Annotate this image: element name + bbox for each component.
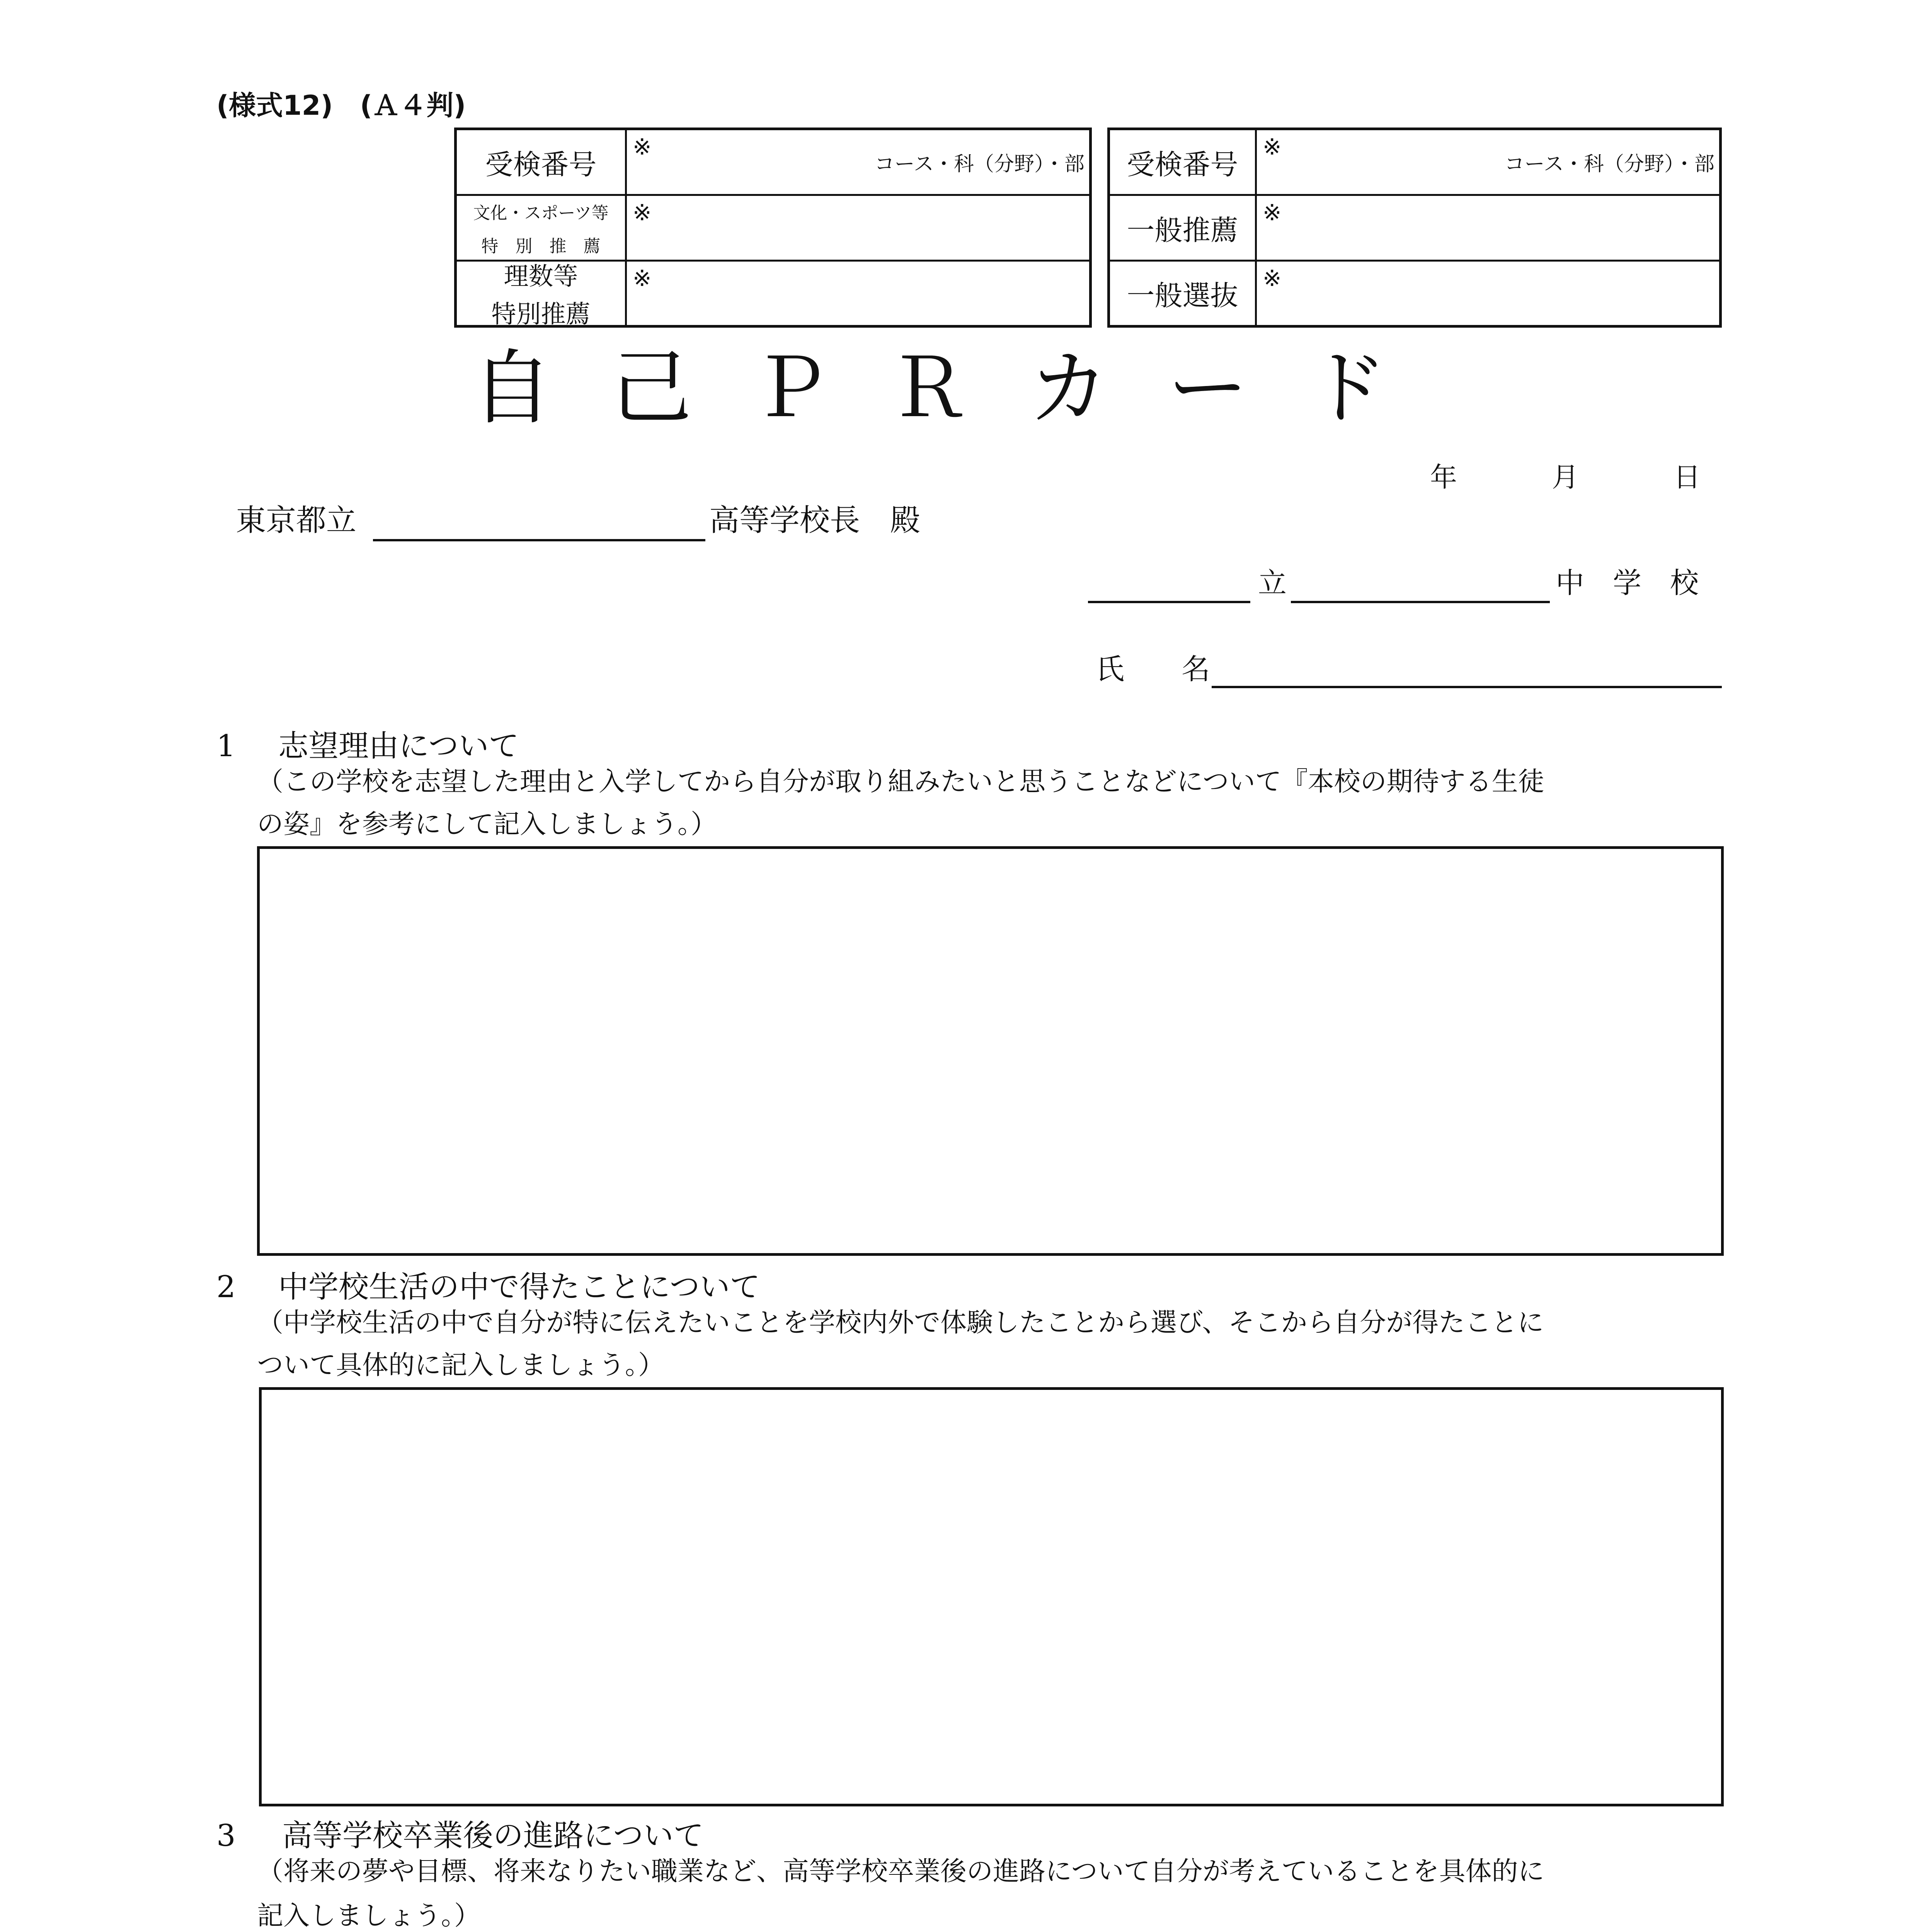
high-school-name-line[interactable] (373, 539, 705, 541)
exam-table-right (1107, 128, 1722, 328)
section-2-answer-box[interactable] (259, 1387, 1724, 1806)
section-3-heading: 高等学校卒業後の進路について (282, 1818, 704, 1853)
exam-number-label: 受検番号 (485, 148, 597, 181)
section-2-desc-2: ついて具体的に記入しましょう。） (257, 1350, 665, 1381)
reference-mark: ※ (633, 199, 652, 226)
reference-mark: ※ (1263, 199, 1282, 226)
section-1-number: 1 (216, 729, 236, 764)
science-label-1: 理数等 (504, 262, 578, 291)
addressee-suffix: 高等学校長 殿 (709, 503, 921, 538)
date-year: 年 (1430, 461, 1457, 493)
science-label-2: 特別推薦 (491, 300, 591, 329)
exam-table-left (454, 128, 1092, 328)
section-1-desc-2: の姿』を参考にして記入しましょう。） (257, 809, 717, 840)
section-3-number: 3 (216, 1818, 236, 1853)
addressee-prefix: 東京都立 (236, 503, 357, 538)
section-1-answer-box[interactable] (257, 846, 1724, 1256)
municipality-line[interactable] (1088, 601, 1250, 603)
reference-mark: ※ (633, 134, 652, 160)
section-1-heading: 志望理由について (278, 729, 519, 764)
section-3-desc-2: 記入しましょう。） (257, 1901, 481, 1931)
culture-sports-label-2: 特 別 推 薦 (481, 236, 601, 256)
form-label: (様式12) (Ａ４判) (216, 90, 466, 121)
culture-sports-label-1: 文化・スポーツ等 (473, 203, 609, 223)
date-month: 月 (1552, 461, 1579, 493)
course-note: コース・科（分野）・部 (1504, 153, 1714, 176)
section-2-desc-1: （中学校生活の中で自分が特に伝えたいことを学校内外で体験したことから選び、そこから自分が得たことに (257, 1308, 1544, 1338)
name-label: 氏 名 (1096, 653, 1210, 686)
section-2-number: 2 (216, 1270, 236, 1304)
exam-row-number (1110, 130, 1719, 196)
exam-row-general-recommendation (1110, 196, 1719, 262)
course-note: コース・科（分野）・部 (874, 153, 1084, 176)
date-day: 日 (1674, 461, 1701, 493)
middle-school-suffix: 中 学 校 (1556, 566, 1699, 600)
reference-mark: ※ (1263, 265, 1282, 291)
municipality-suffix: 立 (1258, 566, 1287, 600)
exam-row-culture-sports (457, 196, 1089, 262)
general-selection-label: 一般選抜 (1127, 279, 1238, 312)
reference-mark: ※ (633, 265, 652, 291)
middle-school-name-line[interactable] (1291, 601, 1550, 603)
page-title: 自己ＰＲカード (471, 341, 1445, 435)
general-recommendation-label: 一般推薦 (1127, 214, 1238, 247)
exam-number-label: 受検番号 (1127, 148, 1238, 181)
name-line[interactable] (1212, 686, 1722, 688)
section-1-desc-1: （この学校を志望した理由と入学してから自分が取り組みたいと思うことなどについて『本校の期待する生徒 (257, 767, 1544, 797)
section-3-desc-1: （将来の夢や目標、将来なりたい職業など、高等学校卒業後の進路について自分が考えていることを具体的に (257, 1856, 1544, 1887)
exam-row-general-selection (1110, 262, 1719, 325)
exam-row-number (457, 130, 1089, 196)
section-2-heading: 中学校生活の中で得たことについて (278, 1270, 760, 1304)
exam-row-science (457, 262, 1089, 329)
reference-mark: ※ (1263, 134, 1282, 160)
